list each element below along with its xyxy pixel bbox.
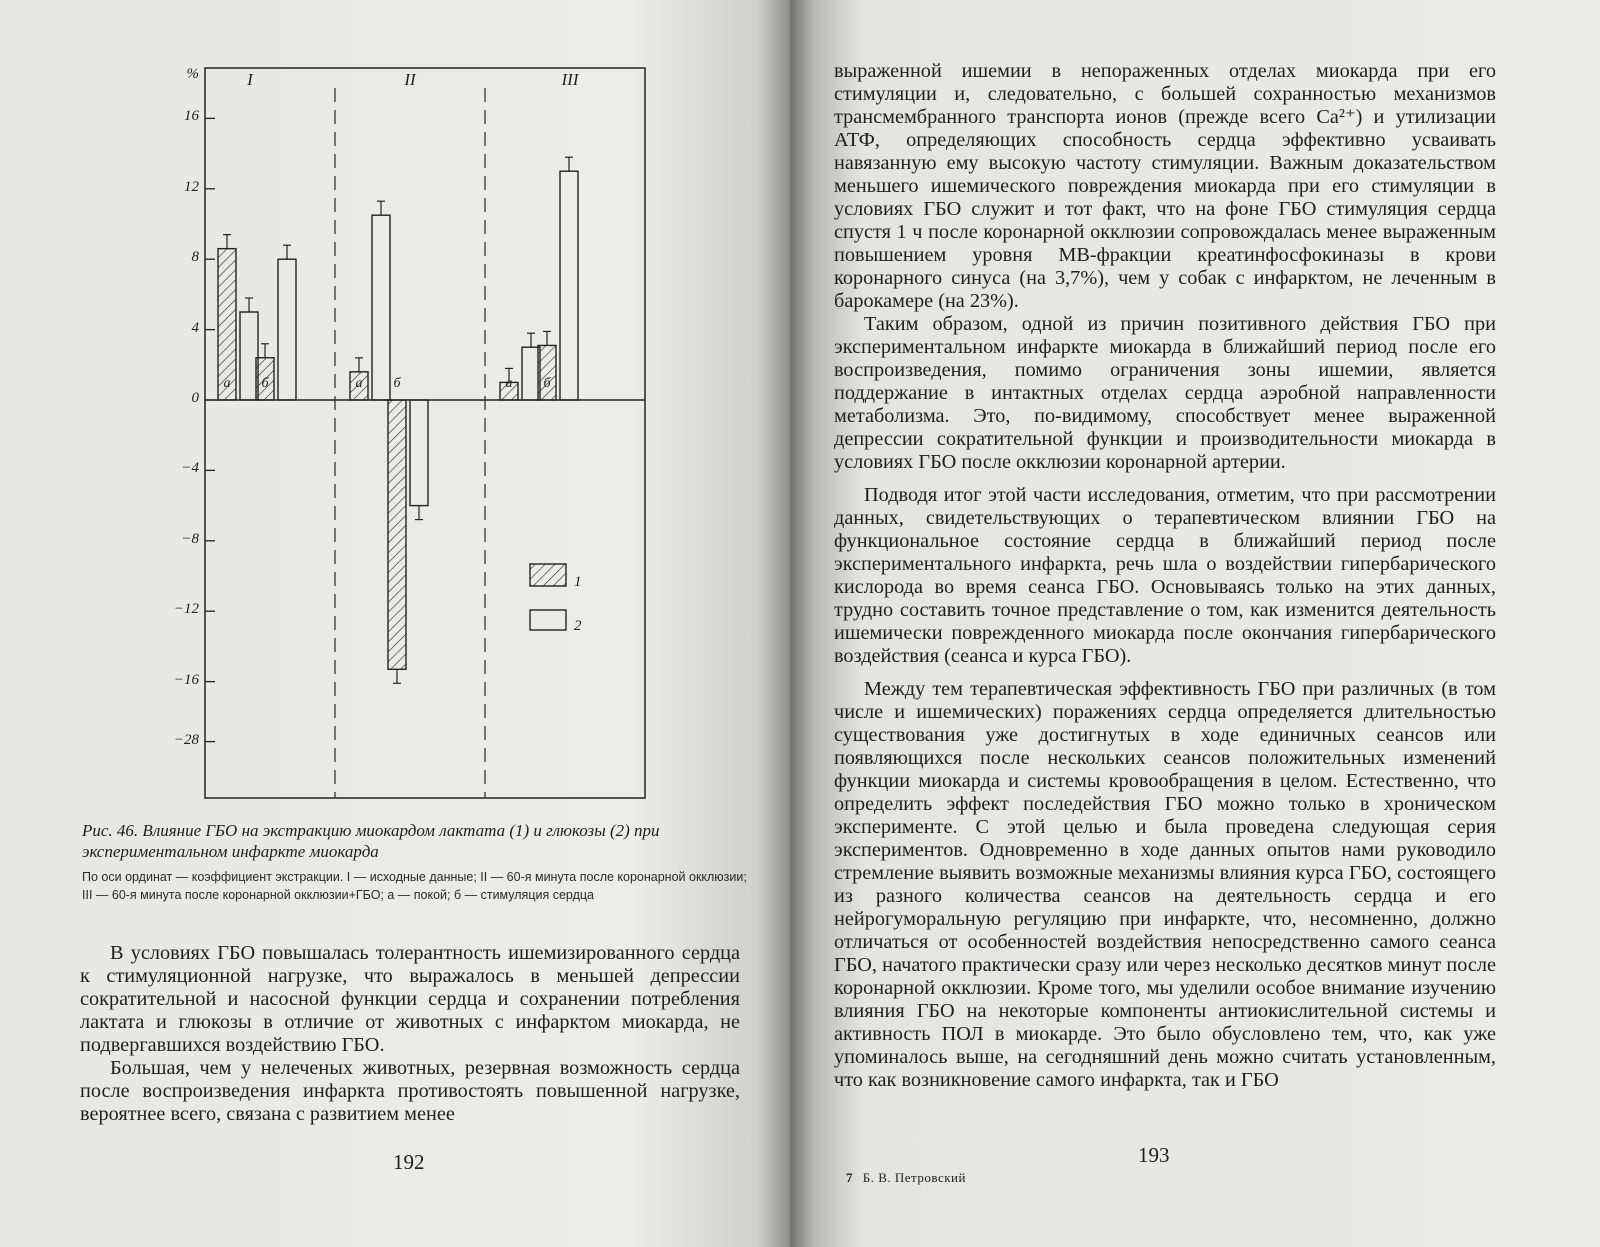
figure-frame	[205, 68, 645, 798]
left-page-text	[80, 942, 740, 1126]
y-tick-label: 4	[191, 319, 199, 336]
legend-swatch-2	[530, 610, 566, 630]
legend-label-1: 1	[574, 574, 582, 590]
paragraph: Между тем терапевтическая эффективность ГБО при различных (в том числе и ишемических) поражениях сердца определяется длительностью существования уже достигнутых в ходе единичных сеансов или появляющихся после нескольких сеансов положительных изменений функции миокарда и системы кровообращения в целом. Естественно, что определить эффект последействия ГБО можно только в хроническом эксперименте. С этой целью и была проведена следующая серия экспериментов. Одновременно в ходе данных опытов нами руководило стремление выявить возможные механизмы влияния курса ГБО, состоящего из разного количества сеансов на деятельность сердца и его нейрогуморальную регуляцию при инфаркте, что, несомненно, должно отличаться от особенностей воздействия непосредственно самого сеанса ГБО, начатого практически сразу или через несколько десятков минут после коронарной окклюзии. Кроме того, мы уделили особое внимание изучению влияния ГБО на некоторые компоненты антиокислительной системы и активность ПОЛ в миокарде. Это было обусловлено тем, что, как уже упоминалось выше, на сегодняшний день можно считать установленным, что как возникновение самого инфаркта, так и ГБО	[834, 678, 1496, 1091]
page-number-left: 192	[393, 1150, 425, 1174]
y-unit-label: %	[186, 66, 199, 82]
figure-note: По оси ординат — коэффициент экстракции. I — исходные данные; II — 60-я минута после коронарной окклюзии; III — 60-я минута после коронарной окклюзии+ГБО; а — покой; б — стимуляция сердца	[82, 870, 747, 902]
page-number-right: 193	[1138, 1143, 1170, 1167]
bar-series-2-II-б	[410, 400, 428, 506]
signature-number: 7	[846, 1170, 853, 1185]
paragraph: Подводя итог этой части исследования, отметим, что при рассмотрении данных, свидетельствующих о терапевтическом влиянии ГБО на функциональное состояние сердца в ближайший период после экспериментального инфаркта, речь шла о воздействии гипербарического кислорода во время сеанса ГБО. Основываясь только на этих данных, трудно составить точное представление о том, как изменится деятельность ишемически поврежденного миокарда после окончания гипербарического воздействия (сеанса и курса ГБО).	[834, 484, 1496, 667]
right-page-text	[834, 60, 1496, 1092]
figure-46-chart	[150, 58, 700, 814]
paragraph: выраженной ишемии в непораженных отделах миокарда при его стимуляции и, следовательно, с большей сохранностью механизмов трансмембранного транспорта ионов (прежде всего Ca²⁺) и утилизации АТФ, определяющих способность сердца эффективно усваивать навязанную ему высокую частоту стимуляции. Важным доказательством меньшего ишемического повреждения миокарда при его стимуляции в условиях ГБО служит и тот факт, что на фоне ГБО стимуляция сердца спустя 1 ч после коронарной окклюзии сопровождалась менее выраженным повышением уровня MB-фракции креатинфосфокиназы в крови коронарного синуса (на 3,7%), чем у собак с инфарктом, не леченным в барокамере (на 23%).	[834, 60, 1496, 312]
bar-letter-label: a	[505, 376, 513, 391]
left-page	[0, 0, 790, 1247]
y-tick-label: 16	[184, 108, 199, 125]
bar-series-2-III-а	[522, 347, 540, 400]
figure-46	[150, 58, 700, 814]
bar-letter-label: a	[223, 376, 231, 391]
bar-series-2-III-б	[560, 171, 578, 400]
group-label-1: I	[247, 70, 253, 89]
y-tick-label: −28	[173, 731, 199, 748]
bar-series-1-II-б	[388, 400, 406, 669]
paragraph: В условиях ГБО повышалась толерантность ишемизированного сердца к стимуляционной нагрузке, что выражалось в меньшей депрессии сократительной и насосной функции сердца и сохранении потребления лактата и глюкозы в отличие от животных с инфарктом миокарда, не подвергавшихся воздействию ГБО.	[80, 942, 740, 1056]
author-name: Б. В. Петровский	[862, 1170, 966, 1185]
y-tick-label: −4	[181, 460, 199, 477]
y-tick-label: −8	[181, 530, 199, 547]
figure-caption: Рис. 46. Влияние ГБО на экстракцию миокардом лактата (1) и глюкозы (2) при экспериментальном инфаркте миокарда	[82, 821, 660, 861]
bar-series-2-II-а	[372, 215, 390, 400]
paragraph: Большая, чем у нелеченых животных, резервная возможность сердца после воспроизведения инфаркта противостоять повышенной нагрузке, вероятнее всего, связана с развитием менее	[80, 1057, 740, 1125]
bar-letter-label: б	[261, 376, 269, 391]
legend-swatch-1	[530, 564, 566, 586]
bar-letter-label: a	[355, 376, 363, 391]
y-tick-label: 0	[191, 390, 199, 406]
y-tick-label: 8	[191, 249, 199, 266]
group-label-2: II	[404, 70, 416, 89]
y-tick-label: 12	[184, 178, 199, 195]
group-label-3: III	[561, 70, 579, 89]
bar-letter-label: б	[543, 376, 551, 391]
y-tick-label: −16	[173, 671, 199, 688]
y-tick-label: −12	[173, 601, 199, 618]
bar-series-2-I-б	[278, 259, 296, 400]
bar-letter-label: б	[393, 376, 401, 391]
legend-label-2: 2	[574, 618, 582, 634]
footer-signature	[846, 1170, 966, 1186]
paragraph: Таким образом, одной из причин позитивного действия ГБО при экспериментальном инфаркте миокарда в ближайший период после его воспроизведения, помимо ограничения зоны ишемии, является поддержание в интактных отделах сердца аэробной направленности метаболизма. Это, по-видимому, способствует менее выраженной депрессии сократительной функции и производительности миокарда в условиях ГБО после окклюзии коронарной артерии.	[834, 313, 1496, 473]
